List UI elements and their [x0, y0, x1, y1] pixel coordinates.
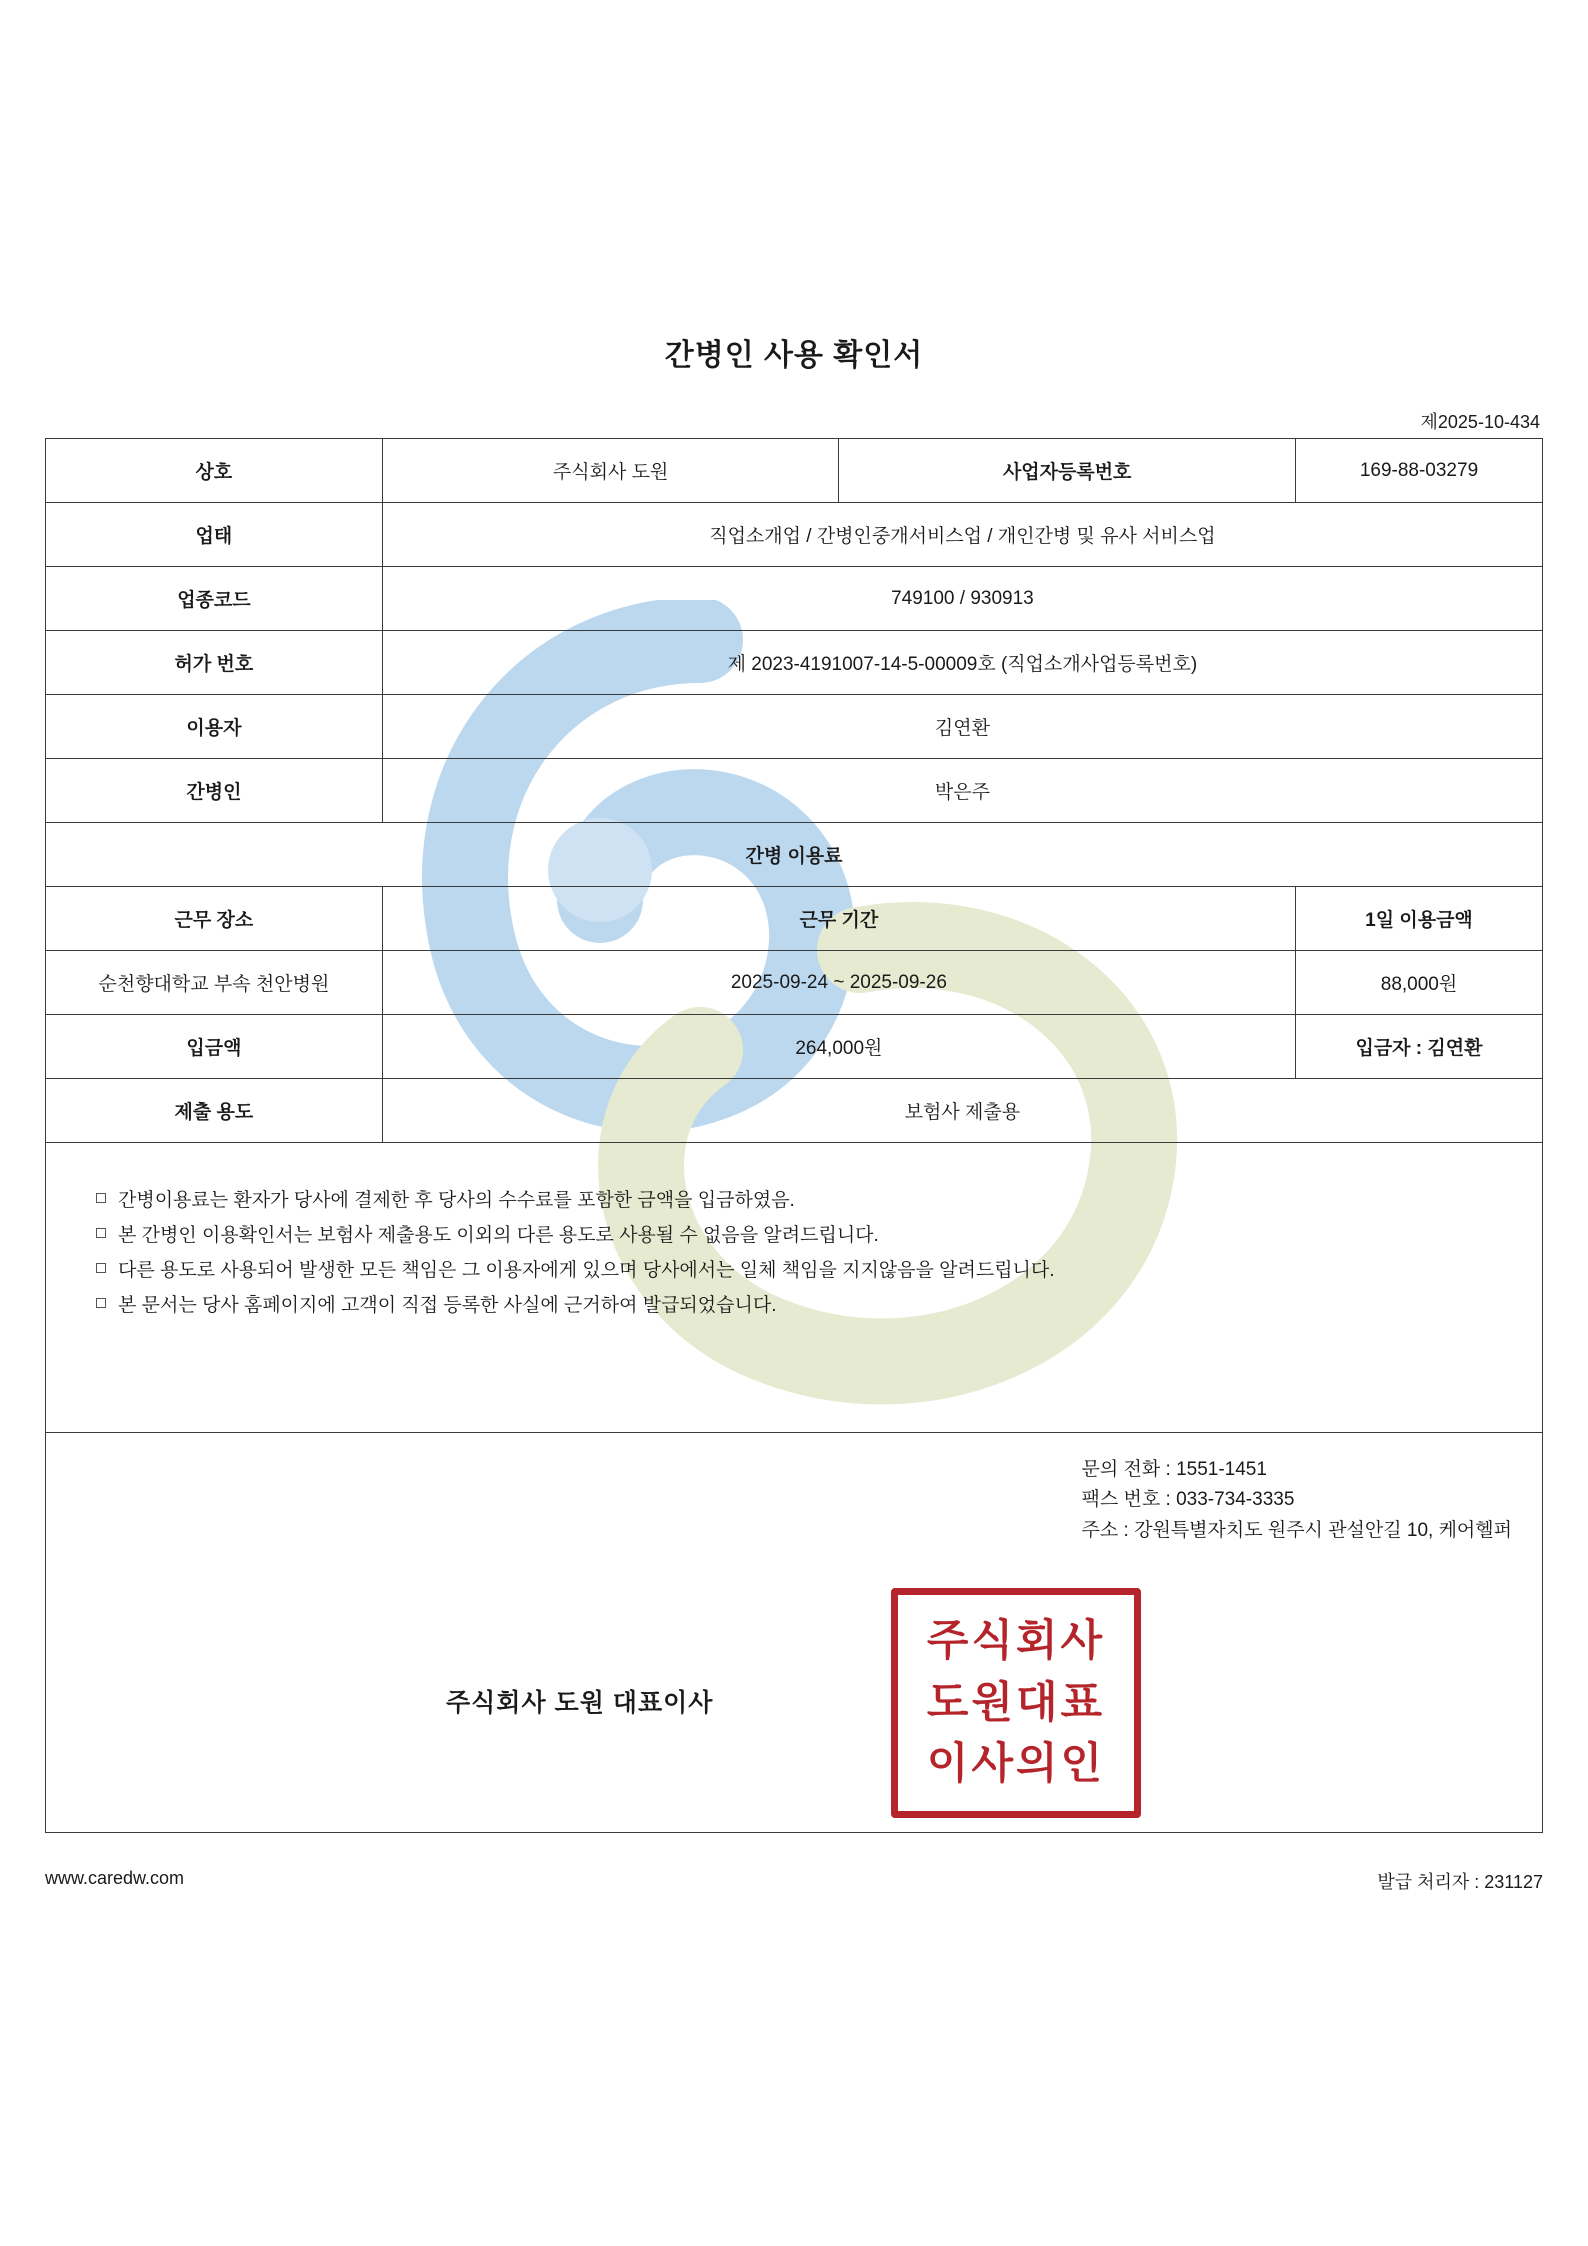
row-value-user: 김연환	[382, 695, 1542, 759]
purpose-label: 제출 용도	[46, 1079, 383, 1143]
note-item	[96, 1253, 1542, 1288]
note-item	[96, 1183, 1542, 1218]
note-item	[96, 1218, 1542, 1253]
document-number: 제2025-10-434	[1420, 412, 1540, 432]
row-value-bizcode: 749100 / 930913	[382, 567, 1542, 631]
table-row	[46, 567, 1543, 631]
fee-value-daily: 88,000원	[1295, 951, 1542, 1015]
table-row	[46, 631, 1543, 695]
deposit-value: 264,000원	[382, 1015, 1295, 1079]
depositor-name: 입금자 : 김연환	[1295, 1015, 1542, 1079]
row-label-licensenum: 허가 번호	[46, 631, 383, 695]
fee-section-title: 간병 이용료	[46, 823, 1543, 887]
table-row	[46, 695, 1543, 759]
table-row	[46, 1143, 1543, 1433]
row-label-company: 상호	[46, 439, 383, 503]
contact-info	[1082, 1455, 1512, 1546]
note-text: 다른 용도로 사용되어 발생한 모든 책임은 그 이용자에게 있으며 당사에서는 일체 책임을 지지않음을 알려드립니다.	[118, 1260, 1055, 1282]
table-row	[46, 823, 1543, 887]
notes-block	[46, 1143, 1543, 1433]
signature-block	[46, 1433, 1543, 1833]
row-value-licensenum: 제 2023-4191007-14-5-00009호 (직업소개사업등록번호)	[382, 631, 1542, 695]
row-value-caregiver: 박은주	[382, 759, 1542, 823]
table-row	[46, 439, 1543, 503]
bullet-square-icon	[96, 1298, 106, 1308]
row-label-user: 이용자	[46, 695, 383, 759]
footer-website: www.caredw.com	[45, 1868, 185, 1888]
table-row	[46, 951, 1543, 1015]
note-text: 간병이용료는 환자가 당사에 결제한 후 당사의 수수료를 포함한 금액을 입금하였음.	[118, 1190, 795, 1211]
fee-header-period: 근무 기간	[382, 887, 1295, 951]
purpose-value: 보험사 제출용	[382, 1079, 1542, 1143]
signature-text: 주식회사 도원 대표이사	[446, 1689, 714, 1717]
table-row	[46, 759, 1543, 823]
table-row	[46, 503, 1543, 567]
document-body	[45, 438, 1543, 1833]
fee-header-daily: 1일 이용금액	[1295, 887, 1542, 951]
seal-line-1: 주식회사	[926, 1615, 1106, 1666]
main-table	[45, 438, 1543, 1833]
note-text: 본 문서는 당사 홈페이지에 고객이 직접 등록한 사실에 근거하여 발급되었습니다.	[118, 1295, 777, 1317]
contact-phone: 문의 전화 : 1551-1451	[1081, 1459, 1267, 1480]
seal-line-2: 도원대표	[926, 1677, 1106, 1728]
seal-line-3: 이사의인	[926, 1739, 1106, 1790]
bullet-square-icon	[96, 1228, 106, 1238]
footer-issuer: 발급 처리자 : 231127	[1377, 1872, 1543, 1892]
row-label-bizcategory: 업태	[46, 503, 383, 567]
contact-fax: 팩스 번호 : 033-734-3335	[1081, 1489, 1295, 1511]
fee-value-place: 순천향대학교 부속 천안병원	[46, 951, 383, 1015]
table-row	[46, 1433, 1543, 1833]
company-seal-stamp	[891, 1588, 1141, 1818]
bullet-square-icon	[96, 1193, 106, 1203]
fee-value-period: 2025-09-24 ~ 2025-09-26	[382, 951, 1295, 1015]
fee-header-place: 근무 장소	[46, 887, 383, 951]
row-label-biznum: 사업자등록번호	[839, 439, 1296, 503]
table-row	[46, 887, 1543, 951]
page-footer	[45, 1868, 1543, 1894]
note-text: 본 간병인 이용확인서는 보험사 제출용도 이외의 다른 용도로 사용될 수 없음을 알려드립니다.	[118, 1225, 879, 1247]
contact-address: 주소 : 강원특별자치도 원주시 관설안길 10, 케어헬퍼	[1081, 1519, 1512, 1541]
bullet-square-icon	[96, 1263, 106, 1273]
table-row	[46, 1015, 1543, 1079]
row-value-company: 주식회사 도원	[382, 439, 839, 503]
note-item	[96, 1288, 1542, 1323]
row-value-biznum: 169-88-03279	[1295, 439, 1542, 503]
deposit-label: 입금액	[46, 1015, 383, 1079]
row-value-bizcategory: 직업소개업 / 간병인중개서비스업 / 개인간병 및 유사 서비스업	[382, 503, 1542, 567]
table-row	[46, 1079, 1543, 1143]
row-label-caregiver: 간병인	[46, 759, 383, 823]
page-title: 간병인 사용 확인서	[664, 339, 924, 372]
row-label-bizcode: 업종코드	[46, 567, 383, 631]
